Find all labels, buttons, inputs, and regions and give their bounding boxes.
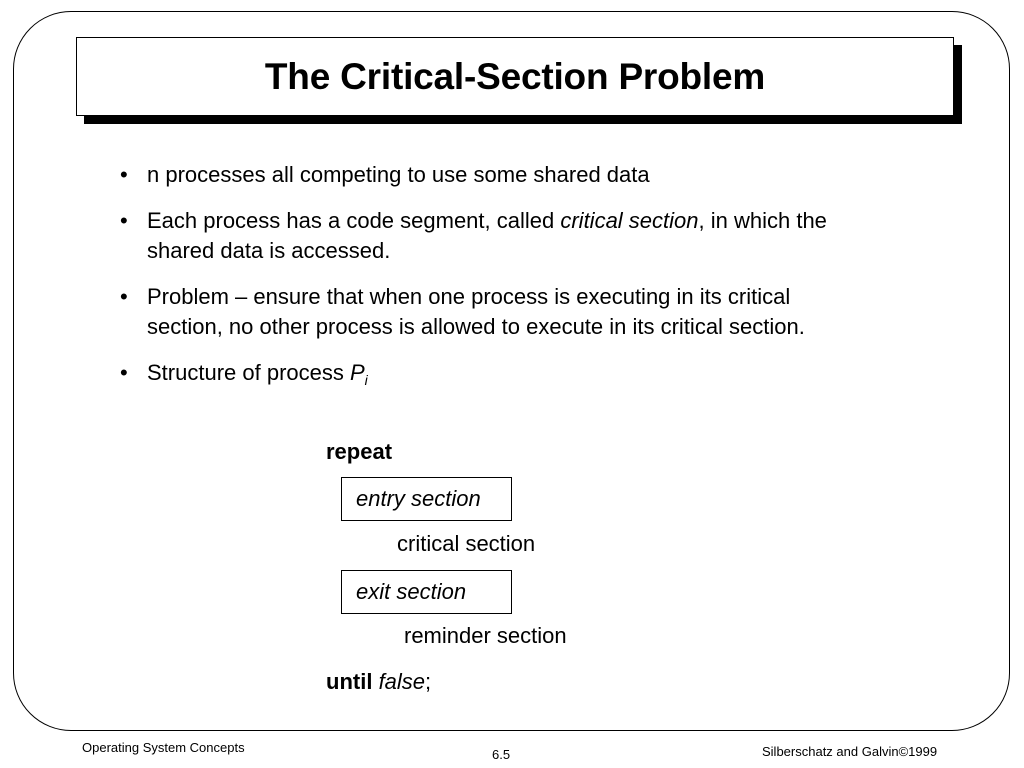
bullet-text-before: Each process has a code segment, called <box>147 208 561 233</box>
footer-left: Operating System Concepts <box>82 740 245 755</box>
footer-right: Silberschatz and Galvin©1999 <box>762 744 938 759</box>
bullet-item <box>120 358 840 395</box>
bullet-dot: • <box>120 208 128 233</box>
footer-page-number: 6.5 <box>492 747 511 762</box>
bullet-dot: • <box>120 360 128 385</box>
bullet-dot: • <box>120 162 128 187</box>
process-subscript: i <box>364 372 368 388</box>
bullet-text-italic: critical section <box>560 208 699 233</box>
bullet-item <box>120 206 840 266</box>
bullet-item <box>120 160 840 190</box>
exit-section-label: exit section <box>356 579 467 604</box>
title-box <box>76 37 954 116</box>
code-until: until <box>326 669 373 694</box>
exit-section-box <box>341 570 512 614</box>
bullet-text-after: , in which the shared data is accessed. <box>147 208 827 263</box>
entry-section-box <box>341 477 512 521</box>
code-semicolon: ; <box>425 669 432 694</box>
bullet-item <box>120 282 840 342</box>
code-reminder-section: reminder section <box>404 623 567 648</box>
slide-title: The Critical-Section Problem <box>264 55 766 97</box>
bullet-list <box>120 160 840 411</box>
process-name: P <box>349 360 365 385</box>
bullet-text: n processes all competing to use some shared data <box>147 162 650 187</box>
bullet-text: Problem – ensure that when one process is executing in its critical section, no other process is allowed to execute in its critical section. <box>147 284 805 339</box>
code-until-line <box>326 667 431 697</box>
bullet-dot: • <box>120 284 128 309</box>
code-critical-section: critical section <box>397 531 536 556</box>
code-repeat: repeat <box>326 439 393 464</box>
bullet-text-before: Structure of process <box>147 360 350 385</box>
code-false: false <box>378 669 426 694</box>
entry-section-label: entry section <box>356 486 481 511</box>
